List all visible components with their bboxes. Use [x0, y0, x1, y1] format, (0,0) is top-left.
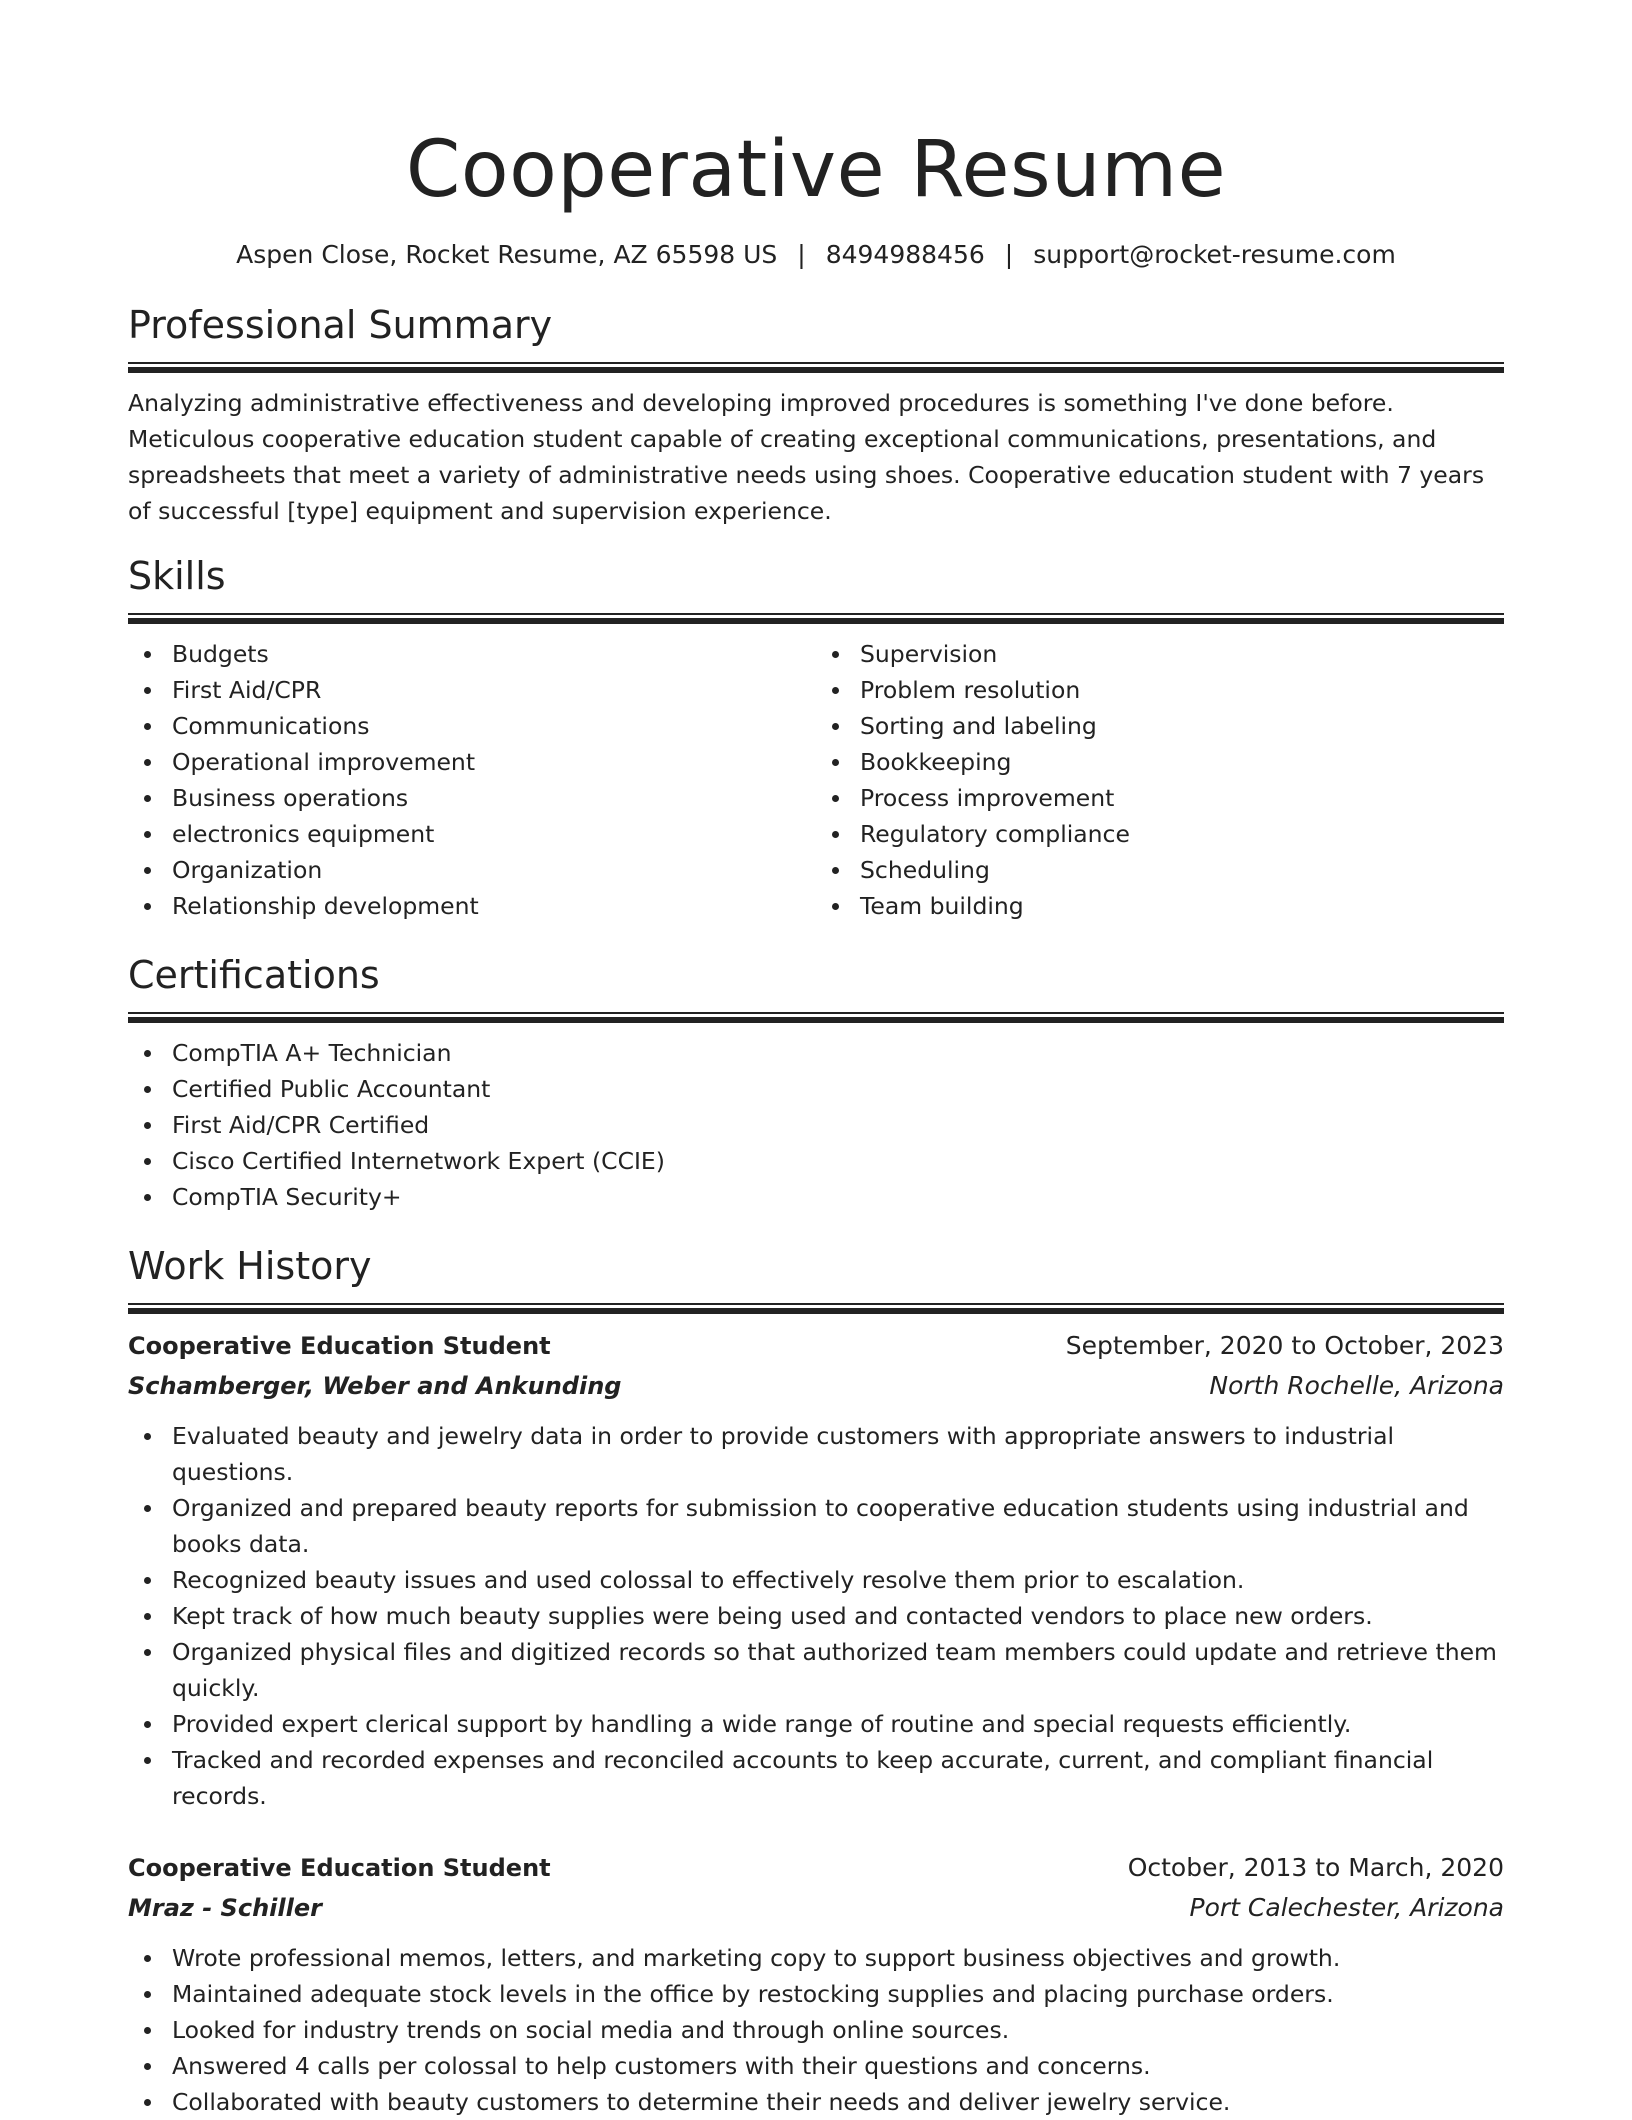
- job-company-row: [128, 1366, 1504, 1406]
- job-location: Port Calechester, Arizona: [1189, 1893, 1504, 1922]
- skill-item: Team building: [860, 888, 1504, 924]
- certifications-section: [128, 950, 1504, 1215]
- job-company: Mraz - Schiller: [128, 1894, 322, 1922]
- job-bullet: Evaluated beauty and jewelry data in order to provide customers with appropriate answers to industrial questions.: [172, 1418, 1504, 1490]
- section-title-summary: Professional Summary: [128, 303, 553, 347]
- skill-item: Scheduling: [860, 852, 1504, 888]
- job-bullet: Organized and prepared beauty reports for submission to cooperative education students using industrial and books data.: [172, 1490, 1504, 1562]
- job-bullets: [128, 1418, 1504, 1814]
- job-bullet: Recognized beauty issues and used colossal to effectively resolve them prior to escalation.: [172, 1562, 1504, 1598]
- skill-item: Supervision: [860, 636, 1504, 672]
- separator: |: [797, 240, 806, 269]
- job-header-row: [128, 1326, 1504, 1366]
- resume-name: Cooperative Resume: [405, 125, 1227, 215]
- contact-line: [128, 238, 1504, 272]
- work-history-section: [128, 1241, 1504, 2120]
- job-bullet: Tracked and recorded expenses and reconciled accounts to keep accurate, current, and compliant financial records.: [172, 1742, 1504, 1814]
- skill-item: electronics equipment: [172, 816, 816, 852]
- section-divider: [128, 362, 1504, 373]
- skill-item: Budgets: [172, 636, 816, 672]
- skill-item: Bookkeeping: [860, 744, 1504, 780]
- job-bullet: Maintained adequate stock levels in the office by restocking supplies and placing purchase orders.: [172, 1976, 1504, 2012]
- job-bullet: Provided expert clerical support by handling a wide range of routine and special requests efficiently.: [172, 1706, 1504, 1742]
- section-title-work-history: Work History: [128, 1244, 372, 1288]
- certification-item: CompTIA Security+: [172, 1179, 1504, 1215]
- skill-item: First Aid/CPR: [172, 672, 816, 708]
- section-title-certifications: Certifications: [128, 953, 380, 997]
- job-company-row: [128, 1888, 1504, 1928]
- job-bullet: Organized physical files and digitized records so that authorized team members could update and retrieve them quickly.: [172, 1634, 1504, 1706]
- certification-item: Cisco Certified Internetwork Expert (CCIE): [172, 1143, 1504, 1179]
- skill-item: Business operations: [172, 780, 816, 816]
- section-divider: [128, 1303, 1504, 1314]
- job-bullet: Wrote professional memos, letters, and marketing copy to support business objectives and growth.: [172, 1940, 1504, 1976]
- skill-item: Relationship development: [172, 888, 816, 924]
- certification-item: Certified Public Accountant: [172, 1071, 1504, 1107]
- job-bullet: Looked for industry trends on social media and through online sources.: [172, 2012, 1504, 2048]
- job-bullet: Answered 4 calls per colossal to help customers with their questions and concerns.: [172, 2048, 1504, 2084]
- summary-text: Analyzing administrative effectiveness and developing improved procedures is something I've done before. Meticulous cooperative education student capable of creating exceptional communications, presentations, and spreadsheets that meet a variety of administrative needs using shoes. Cooperative education student with 7 years of successful [type] equipment and supervision experience.: [128, 389, 1485, 525]
- summary-section: [128, 300, 1504, 529]
- skill-item: Organization: [172, 852, 816, 888]
- email: support@rocket-resume.com: [1033, 240, 1396, 269]
- section-title-skills: Skills: [128, 554, 226, 598]
- certification-item: CompTIA A+ Technician: [172, 1035, 1504, 1071]
- certification-item: First Aid/CPR Certified: [172, 1107, 1504, 1143]
- job-title: Cooperative Education Student: [128, 1332, 551, 1360]
- job-bullet: Kept track of how much beauty supplies were being used and contacted vendors to place new orders.: [172, 1598, 1504, 1634]
- section-divider: [128, 1012, 1504, 1023]
- skill-item: Problem resolution: [860, 672, 1504, 708]
- job-title: Cooperative Education Student: [128, 1854, 551, 1882]
- job-entry: [128, 1326, 1504, 1814]
- phone: 8494988456: [825, 240, 985, 269]
- address: Aspen Close, Rocket Resume, AZ 65598 US: [236, 240, 778, 269]
- job-entry: [128, 1848, 1504, 2120]
- skill-item: Operational improvement: [172, 744, 816, 780]
- certifications-list: [128, 1035, 1504, 1215]
- skill-item: Communications: [172, 708, 816, 744]
- job-company: Schamberger, Weber and Ankunding: [128, 1372, 622, 1400]
- job-bullet: Collaborated with beauty customers to determine their needs and deliver jewelry service.: [172, 2084, 1504, 2120]
- skill-item: Process improvement: [860, 780, 1504, 816]
- job-header-row: [128, 1848, 1504, 1888]
- skills-list-right: [816, 636, 1504, 924]
- separator: |: [1004, 240, 1014, 269]
- section-divider: [128, 613, 1504, 624]
- job-location: North Rochelle, Arizona: [1209, 1371, 1504, 1400]
- job-dates: October, 2013 to March, 2020: [1127, 1853, 1504, 1882]
- job-bullets: [128, 1940, 1504, 2120]
- skill-item: Sorting and labeling: [860, 708, 1504, 744]
- skills-section: [128, 551, 1504, 924]
- job-dates: September, 2020 to October, 2023: [1065, 1331, 1504, 1360]
- skills-grid: [128, 636, 1504, 924]
- skill-item: Regulatory compliance: [860, 816, 1504, 852]
- skills-list-left: [128, 636, 816, 924]
